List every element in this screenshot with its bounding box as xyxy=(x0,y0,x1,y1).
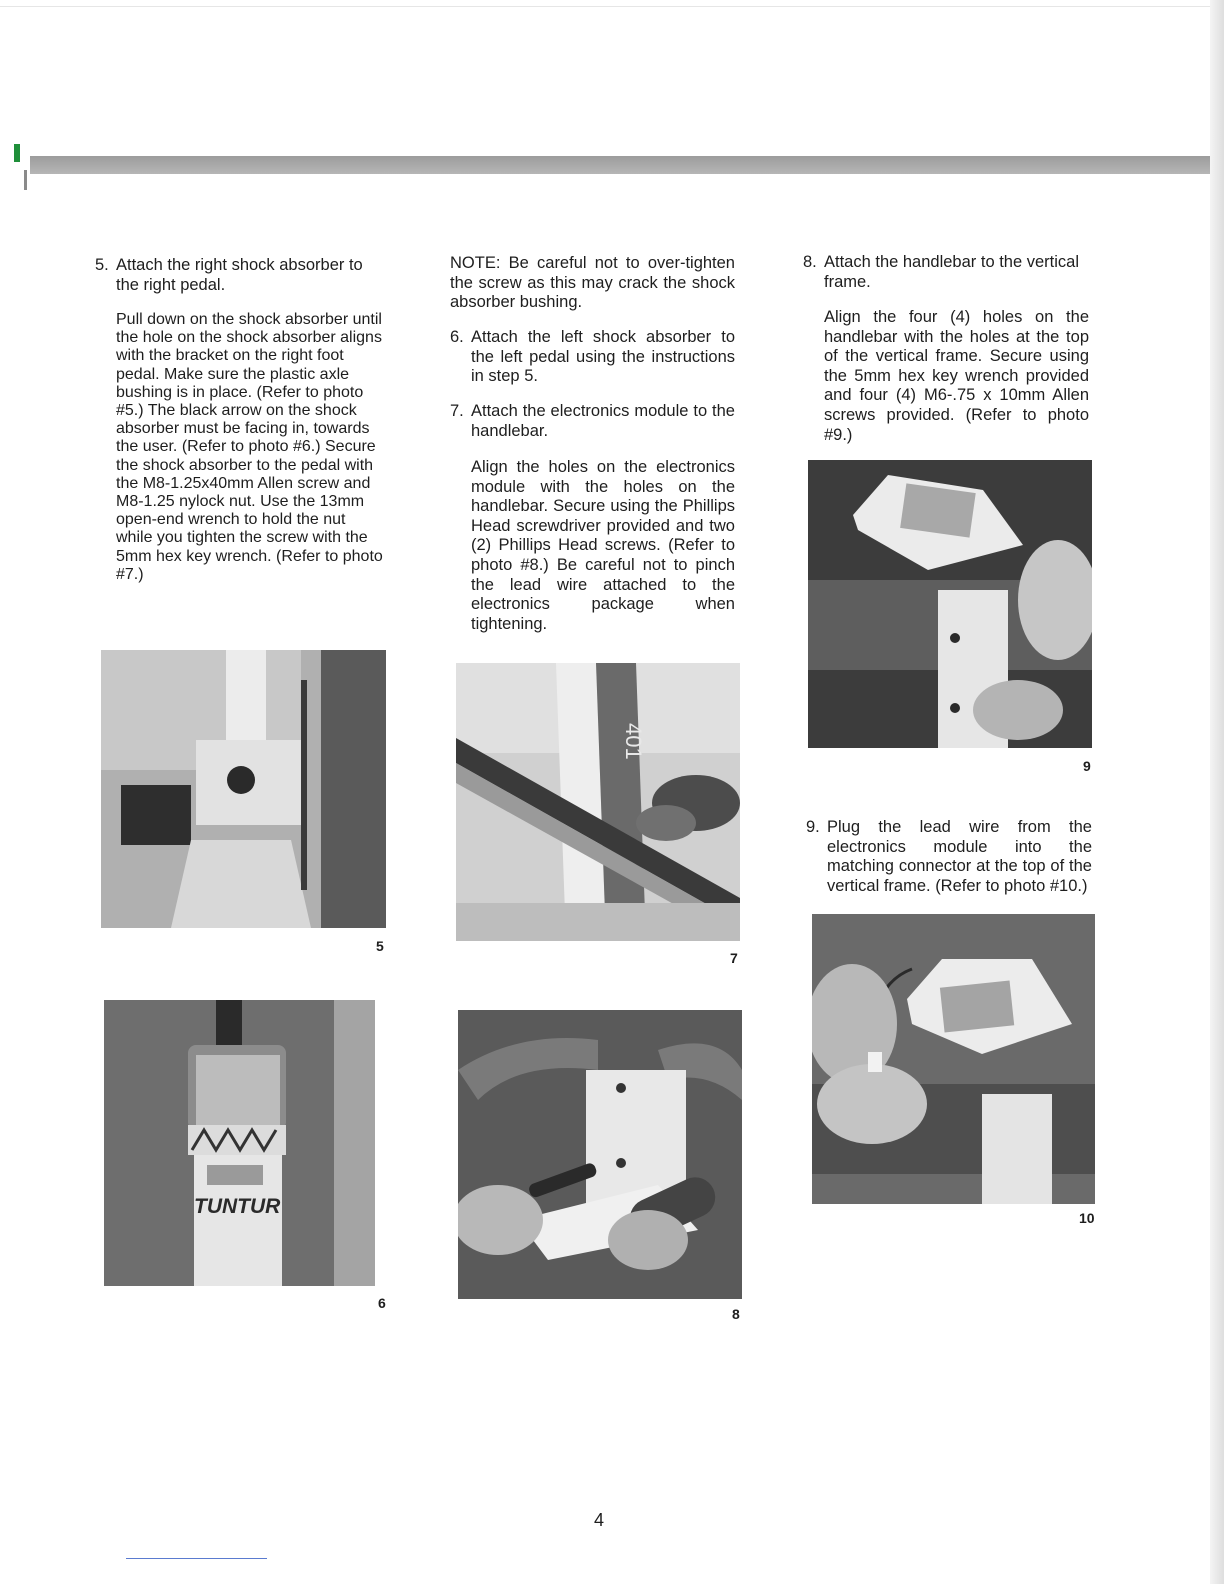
top-edge-line xyxy=(0,6,1224,7)
photo-7-caption: 7 xyxy=(730,950,738,966)
step-7-title-text: Attach the electronics module to the handlebar. xyxy=(471,402,735,440)
photo-10-caption: 10 xyxy=(1079,1210,1095,1226)
gray-tab-mark xyxy=(24,170,27,190)
step-8-title-text: Attach the handlebar to the vertical frame. xyxy=(824,253,1079,291)
photo-8-caption: 8 xyxy=(732,1306,740,1322)
photo-7-wrench-on-frame xyxy=(456,663,740,941)
step-5-title xyxy=(95,256,386,295)
step-6-number: 6. xyxy=(450,328,464,346)
step-8-body: Align the four (4) holes on the handlebar with the holes at the top of the vertical frame. Secure using the 5mm hex key wrench provided and four (4) M6-.75 x 10mm Allen screws provided. (Refer to photo #9.) xyxy=(824,308,1089,444)
step-8-number: 8. xyxy=(803,253,817,271)
photo-5-caption: 5 xyxy=(376,938,384,954)
page-edge-shadow xyxy=(1210,0,1224,1584)
photo-9-caption: 9 xyxy=(1083,758,1091,774)
step-9-number: 9. xyxy=(806,818,820,836)
step-7-body: Align the holes on the electronics module with the holes on the handlebar. Secure using the Phillips Head screwdriver provided and two (2) Phillips Head screws. (Refer to photo #8.) Be careful not to pinch the lead wire attached to the electronics package when tightening. xyxy=(471,458,735,633)
photo-10-lead-wire-connector xyxy=(812,914,1095,1204)
photo-9-handlebar-frame xyxy=(808,460,1092,748)
step-9-title-text: Plug the lead wire from the electronics module into the matching connector at the top of the vertical frame. (Refer to photo #10.) xyxy=(827,818,1092,895)
note-text: NOTE: Be careful not to over-tighten the screw as this may crack the shock absorber bushing. xyxy=(450,254,735,312)
photo-7-label-text: 401 xyxy=(621,723,646,760)
step-6-title-text: Attach the left shock absorber to the left pedal using the instructions in step 5. xyxy=(471,328,735,386)
bottom-rule xyxy=(126,1558,267,1559)
step-5-title-text: Attach the right shock absorber to the right pedal. xyxy=(116,256,363,294)
step-7-title xyxy=(450,402,735,441)
page-number: 4 xyxy=(594,1510,605,1530)
step-7-number: 7. xyxy=(450,402,464,420)
photo-5-pedal-shock-absorber xyxy=(101,650,386,928)
step-8-title xyxy=(803,253,1089,292)
photo-6-brand-text: TUNTUR xyxy=(194,1195,281,1218)
photo-8-module-mounting xyxy=(458,1010,742,1299)
header-bar xyxy=(30,156,1210,174)
step-9-title xyxy=(806,818,1092,896)
photo-6-shock-absorber-arrow xyxy=(104,1000,375,1286)
photo-6-caption: 6 xyxy=(378,1295,386,1311)
step-5-number: 5. xyxy=(95,256,109,274)
step-6-title xyxy=(450,328,735,387)
green-tab-mark xyxy=(14,144,20,162)
step-5-body: Pull down on the shock absorber until the hole on the shock absorber aligns with the bracket on the right foot pedal. Make sure the plastic axle bushing is in place. (Refer to photo #5.) The black arrow on the shock absorber must be facing in, towards the user. (Refer to photo #6.) Secure the shock absorber to the pedal with the M8-1.25x40mm Allen screw and M8-1.25 nylock nut. Use the 13mm open-end wrench to hold the nut while you tighten the screw with the 5mm hex key wrench. (Refer to photo #7.) xyxy=(116,311,383,583)
